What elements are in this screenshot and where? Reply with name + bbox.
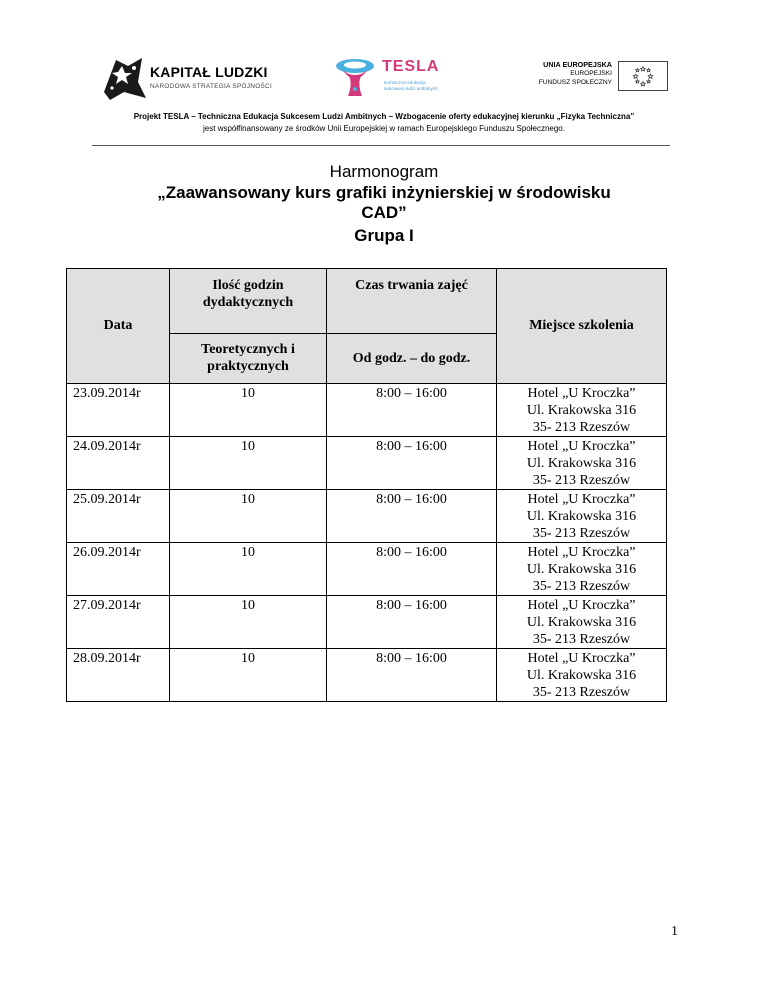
- row-location: [497, 437, 667, 490]
- row-hours: 10: [170, 437, 327, 490]
- tesla-logo: [334, 56, 446, 100]
- row-location: [497, 596, 667, 649]
- row-location: [497, 543, 667, 596]
- kapital-ludzki-title: KAPITAŁ LUDZKI: [150, 64, 268, 80]
- eu-line1: EUROPEJSKI: [570, 70, 612, 77]
- row-hours: 10: [170, 384, 327, 437]
- page-number: 1: [671, 924, 678, 939]
- row-location: [497, 649, 667, 702]
- header-ilosc-godzin: [170, 269, 327, 334]
- row-date: 24.09.2014r: [67, 437, 170, 490]
- location-street: Ul. Krakowska 316: [526, 509, 637, 524]
- row-date: 23.09.2014r: [67, 384, 170, 437]
- course-title-line1: „Zaawansowany kurs grafiki inżynierskiej w środowisku: [157, 183, 611, 202]
- table-row: [67, 596, 667, 649]
- location-city: 35- 213 Rzeszów: [532, 579, 631, 594]
- row-date: 26.09.2014r: [67, 543, 170, 596]
- row-hours: 10: [170, 490, 327, 543]
- course-title-line2: CAD”: [361, 203, 407, 222]
- header-data: Data: [67, 269, 170, 384]
- location-street: Ul. Krakowska 316: [526, 456, 637, 471]
- location-hotel: Hotel „U Kroczka”: [527, 651, 636, 666]
- row-hours: 10: [170, 649, 327, 702]
- row-time: 8:00 – 16:00: [327, 596, 497, 649]
- row-time: 8:00 – 16:00: [327, 543, 497, 596]
- location-hotel: Hotel „U Kroczka”: [527, 545, 636, 560]
- eu-flag-icon: [618, 61, 668, 91]
- eu-logo: [518, 60, 668, 94]
- row-time: 8:00 – 16:00: [327, 490, 497, 543]
- header-od-do: Od godz. – do godz.: [327, 334, 497, 384]
- eu-title: UNIA EUROPEJSKA: [543, 60, 612, 69]
- header-ilosc-line1: Ilość godzin: [212, 278, 284, 293]
- row-date: 25.09.2014r: [67, 490, 170, 543]
- table-row: [67, 649, 667, 702]
- table-row: [67, 543, 667, 596]
- row-time: 8:00 – 16:00: [327, 437, 497, 490]
- kapital-ludzki-logo: [98, 52, 288, 104]
- location-city: 35- 213 Rzeszów: [532, 632, 631, 647]
- table-row: [67, 384, 667, 437]
- row-hours: 10: [170, 543, 327, 596]
- location-hotel: Hotel „U Kroczka”: [527, 386, 636, 401]
- location-city: 35- 213 Rzeszów: [532, 526, 631, 541]
- schedule-table: [66, 268, 667, 702]
- kapital-ludzki-subtitle: NARODOWA STRATEGIA SPÓJNOŚCI: [150, 83, 273, 90]
- header-miejsce-szkolenia: Miejsce szkolenia: [497, 269, 667, 384]
- table-row: [67, 490, 667, 543]
- header-teoretycznych-line2: praktycznych: [207, 359, 289, 374]
- tesla-subtitle: techniczna edukacja sukcesem ludzi ambitnych: [384, 80, 438, 91]
- row-hours: 10: [170, 596, 327, 649]
- funding-line: jest współfinansowany ze środków Unii Europejskiej w ramach Europejskiego Funduszu Społecznego.: [203, 124, 565, 133]
- location-city: 35- 213 Rzeszów: [532, 473, 631, 488]
- row-time: 8:00 – 16:00: [327, 649, 497, 702]
- row-time: 8:00 – 16:00: [327, 384, 497, 437]
- location-street: Ul. Krakowska 316: [526, 562, 637, 577]
- location-street: Ul. Krakowska 316: [526, 403, 637, 418]
- row-location: [497, 490, 667, 543]
- eu-line2: FUNDUSZ SPOŁECZNY: [538, 79, 612, 86]
- table-row: [67, 437, 667, 490]
- row-location: [497, 384, 667, 437]
- row-date: 27.09.2014r: [67, 596, 170, 649]
- location-hotel: Hotel „U Kroczka”: [527, 492, 636, 507]
- row-date: 28.09.2014r: [67, 649, 170, 702]
- header-czas-trwania: Czas trwania zajęć: [327, 269, 497, 334]
- tesla-emblem-icon: [334, 56, 378, 100]
- project-line: Projekt TESLA – Techniczna Edukacja Sukcesem Ludzi Ambitnych – Wzbogacenie oferty edukacyjnej kierunku „Fizyka Techniczna”: [133, 112, 635, 121]
- location-city: 35- 213 Rzeszów: [532, 420, 631, 435]
- page-title: Harmonogram: [329, 162, 439, 181]
- location-street: Ul. Krakowska 316: [526, 668, 637, 683]
- group-title: Grupa I: [354, 226, 414, 245]
- header-teoretycznych-line1: Teoretycznych i: [201, 342, 295, 357]
- location-city: 35- 213 Rzeszów: [532, 685, 631, 700]
- course-title: [0, 183, 768, 223]
- header-row-1: [67, 269, 667, 334]
- kapital-ludzki-emblem-icon: [98, 52, 150, 104]
- location-hotel: Hotel „U Kroczka”: [527, 598, 636, 613]
- tesla-name: TESLA: [382, 58, 440, 75]
- location-street: Ul. Krakowska 316: [526, 615, 637, 630]
- header-ilosc-line2: dydaktycznych: [202, 295, 294, 310]
- eu-text: [539, 60, 612, 87]
- header-divider: [92, 145, 670, 146]
- header-teoretycznych: [170, 334, 327, 384]
- location-hotel: Hotel „U Kroczka”: [527, 439, 636, 454]
